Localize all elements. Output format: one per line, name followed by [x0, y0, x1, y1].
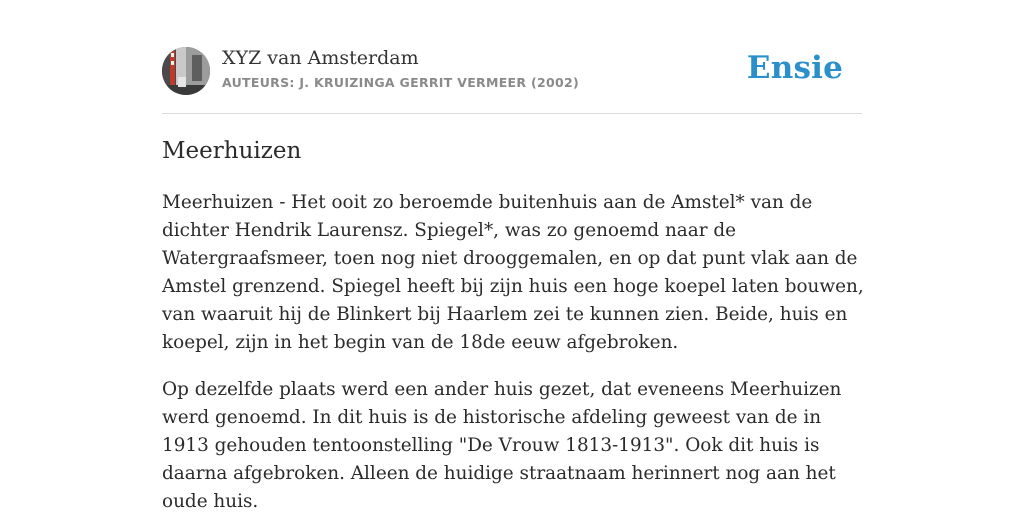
book-cover-thumbnail-icon	[162, 47, 210, 95]
book-title[interactable]: XYZ van Amsterdam	[222, 47, 419, 69]
entry-card	[162, 0, 862, 512]
entry-paragraph: Meerhuizen - Het ooit zo beroemde buitenhuis aan de Amstel* van de dichter Hendrik Laurensz. Spiegel*, was zo genoemd naar de Watergraafsmeer, toen nog niet drooggemalen, en op dat punt vlak aan de Amstel grenzend. Spiegel heeft bij zijn huis een hoge koepel laten bouwen, van waaruit hij de Blinkert bij Haarlem zei te kunnen zien. Beide, huis en koepel, zijn in het begin van de 18de eeuw afgebroken.	[162, 192, 864, 353]
book-authors: AUTEURS: J. KRUIZINGA GERRIT VERMEER (2002)	[222, 75, 579, 90]
book-cover-avatar[interactable]	[162, 47, 210, 95]
header-divider	[162, 113, 862, 114]
entry-body	[162, 189, 864, 512]
entry-title: Meerhuizen	[162, 138, 302, 164]
ensie-logo[interactable]: Ensie	[746, 50, 843, 86]
entry-paragraph: Op dezelfde plaats werd een ander huis gezet, dat eveneens Meerhuizen werd genoemd. In dit huis is de historische afdeling geweest van de in 1913 gehouden tentoonstelling "De Vrouw 1813-1913". Ook dit huis is daarna afgebroken. Alleen de huidige straatnaam herinnert nog aan het oude huis.	[162, 379, 842, 512]
entry-header	[162, 46, 862, 96]
